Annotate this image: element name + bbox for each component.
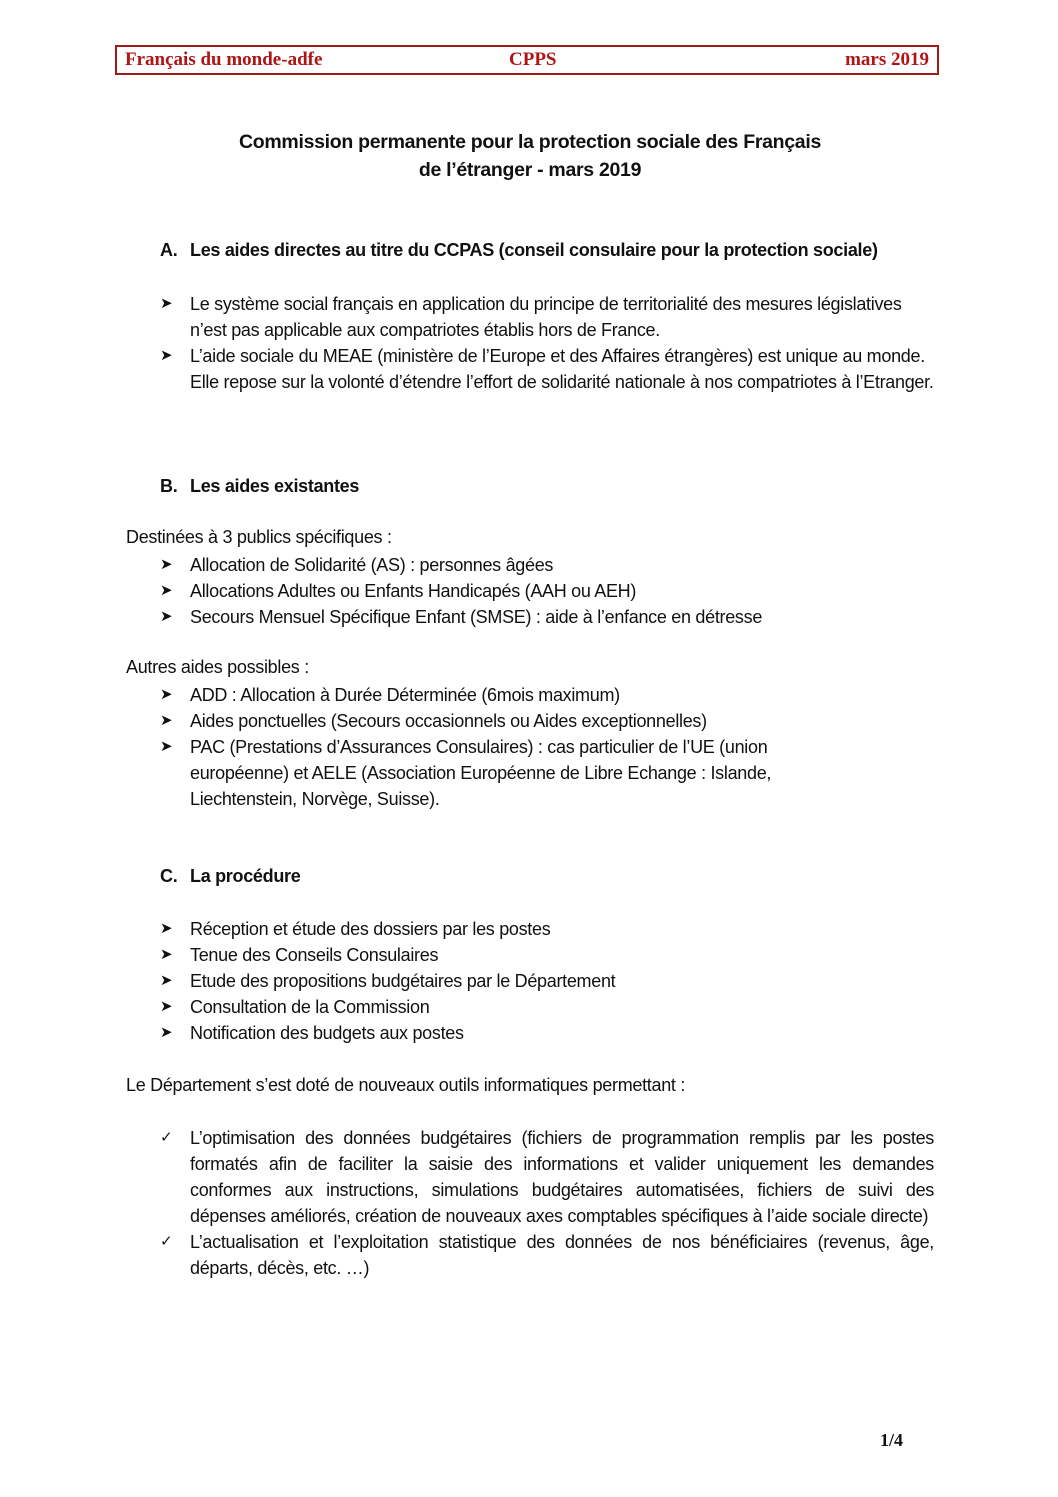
list-item: ✓ L’actualisation et l’exploitation statistique des données de nos bénéficiaires (revenus, âge, départs, décès, etc. …): [160, 1229, 934, 1281]
list-item: ➤ Tenue des Conseils Consulaires: [160, 942, 940, 968]
list-item: ➤ Secours Mensuel Spécifique Enfant (SMSE) : aide à l’enfance en détresse: [160, 604, 940, 630]
section-a-title: Les aides directes au titre du CCPAS (conseil consulaire pour la protection sociale): [190, 240, 878, 260]
page-title: [140, 128, 920, 184]
list-item: ➤ Réception et étude des dossiers par les postes: [160, 916, 940, 942]
arrowhead-bullet-icon: ➤: [160, 608, 173, 625]
section-b-label: B.: [160, 476, 178, 496]
section-b-heading: [160, 476, 359, 497]
tools-lead: Le Département s’est doté de nouveaux outils informatiques permettant :: [126, 1075, 686, 1095]
arrowhead-bullet-icon: ➤: [160, 998, 173, 1015]
list-item: ➤ Aides ponctuelles (Secours occasionnels ou Aides exceptionnelles): [160, 708, 940, 734]
list-item: ➤ Etude des propositions budgétaires par le Département: [160, 968, 940, 994]
list-item: ➤ PAC (Prestations d’Assurances Consulaires) : cas particulier de l’UE (union européenne) et AELE (Association Européenne de Libre Echange : Islande, Liechtenstein, Norvège, Suisse).: [160, 734, 810, 812]
section-a-label: A.: [160, 240, 178, 260]
header-date: mars 2019: [845, 49, 929, 70]
publics-lead: Destinées à 3 publics spécifiques :: [126, 527, 392, 547]
autres-lead: Autres aides possibles :: [126, 657, 309, 677]
arrowhead-bullet-icon: ➤: [160, 347, 173, 364]
section-c-label: C.: [160, 866, 178, 886]
procedure-list: [160, 916, 940, 1046]
list-item: ➤ Allocations Adultes ou Enfants Handicapés (AAH ou AEH): [160, 578, 940, 604]
arrowhead-bullet-icon: ➤: [160, 295, 173, 312]
list-item: ➤ Allocation de Solidarité (AS) : personnes âgées: [160, 552, 940, 578]
header-organization: Français du monde-adfe: [125, 49, 323, 70]
section-a-list: [160, 291, 940, 395]
section-c-heading: [160, 866, 300, 887]
checkmark-bullet-icon: ✓: [160, 1129, 173, 1146]
arrowhead-bullet-icon: ➤: [160, 920, 173, 937]
document-header-band: [115, 45, 939, 75]
page-number: 1/4: [880, 1430, 904, 1450]
section-b-title: Les aides existantes: [190, 476, 360, 496]
autres-list: [160, 682, 940, 812]
arrowhead-bullet-icon: ➤: [160, 556, 173, 573]
section-c-title: La procédure: [190, 866, 301, 886]
arrowhead-bullet-icon: ➤: [160, 946, 173, 963]
arrowhead-bullet-icon: ➤: [160, 686, 173, 703]
list-item: ➤ ADD : Allocation à Durée Déterminée (6mois maximum): [160, 682, 940, 708]
arrowhead-bullet-icon: ➤: [160, 712, 173, 729]
arrowhead-bullet-icon: ➤: [160, 1024, 173, 1041]
publics-list: [160, 552, 940, 630]
list-item: ➤ Notification des budgets aux postes: [160, 1020, 940, 1046]
section-a-heading: [160, 240, 878, 261]
arrowhead-bullet-icon: ➤: [160, 582, 173, 599]
list-item: ✓ L’optimisation des données budgétaires (fichiers de programmation remplis par les postes formatés afin de faciliter la saisie des informations et valider uniquement les demandes conformes aux instructions, simulations budgétaires automatisées, fichiers de suivi des dépenses améliorés, création de nouveaux axes comptables spécifiques à l’aide sociale directe): [160, 1125, 934, 1229]
list-item: ➤ Le système social français en application du principe de territorialité des mesures législatives n’est pas applicable aux compatriotes établis hors de France.: [160, 291, 940, 343]
title-line-1: Commission permanente pour la protection sociale des Français: [238, 131, 822, 153]
arrowhead-bullet-icon: ➤: [160, 738, 173, 755]
arrowhead-bullet-icon: ➤: [160, 972, 173, 989]
tools-list: [160, 1125, 934, 1281]
checkmark-bullet-icon: ✓: [160, 1233, 173, 1250]
list-item: ➤ L’aide sociale du MEAE (ministère de l’Europe et des Affaires étrangères) est unique au monde. Elle repose sur la volonté d’étendre l’effort de solidarité nationale à nos compatriotes à l’Etranger.: [160, 343, 940, 395]
list-item: ➤ Consultation de la Commission: [160, 994, 940, 1020]
header-commission: CPPS: [509, 49, 557, 70]
title-line-2: de l’étranger - mars 2019: [418, 159, 642, 181]
